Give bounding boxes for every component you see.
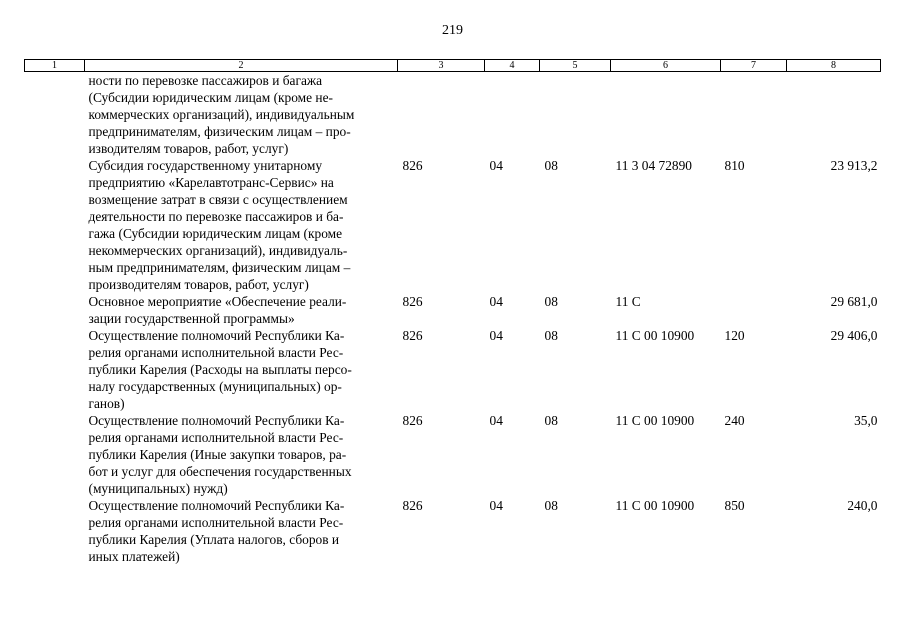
description-line: ным предпринимателям, физическим лицам – [88, 260, 351, 275]
description-line: (муниципальных) нужд) [88, 481, 228, 496]
description-line: производителям товаров, работ, услуг) [88, 277, 309, 292]
row-cell-1 [25, 157, 85, 293]
row-c5: 08 [544, 498, 558, 513]
row-c3 [398, 72, 485, 158]
table-row [25, 497, 881, 565]
row-cell-1 [25, 72, 85, 158]
row-c5: 08 [544, 294, 558, 309]
description-line: публики Карелия (Расходы на выплаты персо- [88, 362, 352, 377]
table-body [25, 72, 881, 566]
description-line: Субсидия государственному унитарному [88, 158, 323, 173]
row-c5: 08 [544, 413, 558, 428]
column-header-5: 5 [540, 60, 611, 72]
description-line: Основное мероприятие «Обеспечение реали- [88, 294, 347, 309]
column-header-6: 6 [611, 60, 721, 72]
row-cell-1 [25, 412, 85, 497]
row-c4: 04 [489, 328, 503, 343]
column-header-4: 4 [485, 60, 540, 72]
table-row [25, 412, 881, 497]
column-header-1: 1 [25, 60, 85, 72]
description-line: Осуществление полномочий Республики Ка- [88, 413, 345, 428]
row-c8: 23 913,2 [830, 158, 878, 173]
table-row [25, 72, 881, 158]
row-c5: 08 [544, 158, 558, 173]
column-header-8: 8 [787, 60, 881, 72]
row-c4: 04 [489, 413, 503, 428]
page-number: 219 [442, 23, 463, 38]
description-line: Осуществление полномочий Республики Ка- [88, 498, 345, 513]
row-c8: 240,0 [847, 498, 878, 513]
row-c8: 29 406,0 [830, 328, 878, 343]
row-c6 [611, 72, 721, 158]
description-line: налу государственных (муниципальных) ор- [88, 379, 342, 394]
description-line: релия органами исполнительной власти Рес- [88, 430, 344, 445]
description-line: предприятию «Карелавтотранс-Сервис» на [88, 175, 334, 190]
row-description [85, 327, 398, 412]
budget-table [24, 59, 881, 565]
row-c6: 11 С 00 10900 [615, 498, 695, 513]
row-c6: 11 3 04 72890 [615, 158, 692, 173]
row-description [85, 497, 398, 565]
row-c5: 08 [544, 328, 558, 343]
description-line: предпринимателям, физическим лицам – про- [88, 124, 351, 139]
row-c7 [721, 293, 787, 327]
description-line: коммерческих организаций), индивидуальным [88, 107, 355, 122]
row-description [85, 293, 398, 327]
description-line: зации государственной программы» [88, 311, 295, 326]
row-cell-1 [25, 327, 85, 412]
row-c7: 850 [724, 498, 745, 513]
column-number-row [25, 60, 881, 72]
row-c3: 826 [402, 413, 423, 428]
table-row [25, 293, 881, 327]
table-row [25, 157, 881, 293]
row-c8: 29 681,0 [830, 294, 878, 309]
row-c7: 120 [724, 328, 745, 343]
description-line: Осуществление полномочий Республики Ка- [88, 328, 345, 343]
row-c5 [540, 72, 611, 158]
row-c7 [721, 72, 787, 158]
description-line: иных платежей) [88, 549, 180, 564]
description-line: изводителям товаров, работ, услуг) [88, 141, 289, 156]
description-line: публики Карелия (Уплата налогов, сборов и [88, 532, 340, 547]
description-line: (Субсидии юридическим лицам (кроме не- [88, 90, 333, 105]
row-c3: 826 [402, 158, 423, 173]
row-cell-1 [25, 497, 85, 565]
row-c6: 11 С [615, 294, 641, 309]
row-c8 [787, 72, 881, 158]
row-c7: 240 [724, 413, 745, 428]
description-line: возмещение затрат в связи с осуществлением [88, 192, 348, 207]
column-header-2: 2 [85, 60, 398, 72]
description-line: релия органами исполнительной власти Рес- [88, 515, 344, 530]
row-c4: 04 [489, 158, 503, 173]
description-line: ганов) [88, 396, 125, 411]
row-cell-1 [25, 293, 85, 327]
description-line: деятельности по перевозке пассажиров и ба- [88, 209, 344, 224]
row-c6: 11 С 00 10900 [615, 328, 695, 343]
row-c3: 826 [402, 328, 423, 343]
row-c6: 11 С 00 10900 [615, 413, 695, 428]
row-description [85, 72, 398, 158]
row-c4: 04 [489, 498, 503, 513]
description-line: бот и услуг для обеспечения государственных [88, 464, 352, 479]
row-c8: 35,0 [854, 413, 878, 428]
table-row [25, 327, 881, 412]
description-line: гажа (Субсидии юридическим лицам (кроме [88, 226, 343, 241]
row-c4 [485, 72, 540, 158]
row-description [85, 412, 398, 497]
row-c3: 826 [402, 294, 423, 309]
description-line: некоммерческих организаций), индивидуаль- [88, 243, 348, 258]
row-c4: 04 [489, 294, 503, 309]
row-c3: 826 [402, 498, 423, 513]
description-line: публики Карелия (Иные закупки товаров, ра- [88, 447, 347, 462]
description-line: релия органами исполнительной власти Рес- [88, 345, 344, 360]
column-header-7: 7 [721, 60, 787, 72]
column-header-3: 3 [398, 60, 485, 72]
description-line: ности по перевозке пассажиров и багажа [88, 73, 323, 88]
row-description [85, 157, 398, 293]
row-c7: 810 [724, 158, 745, 173]
